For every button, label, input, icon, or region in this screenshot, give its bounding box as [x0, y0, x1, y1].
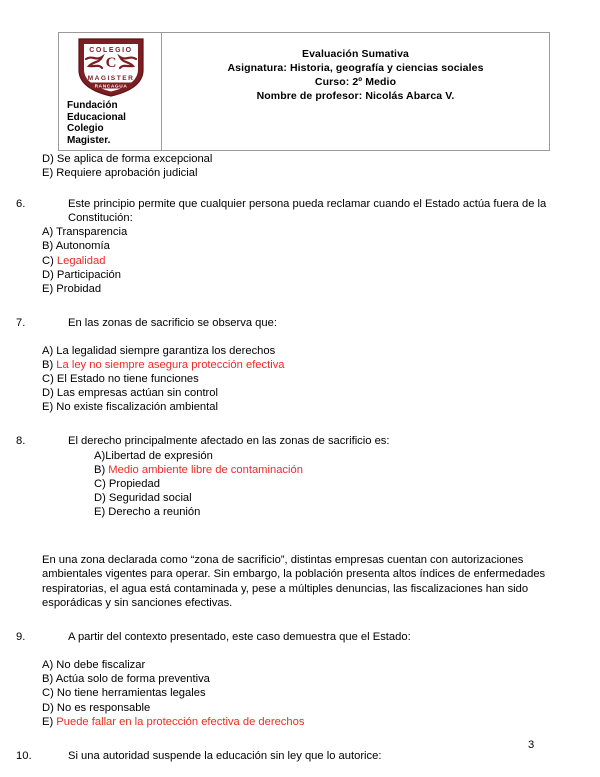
option-letter: D) — [42, 387, 54, 400]
spacer — [0, 330, 600, 344]
institution-line-1: Fundación — [67, 100, 118, 111]
spacer — [0, 180, 600, 197]
option-text: Participación — [56, 268, 121, 281]
option-letter: A) — [42, 226, 54, 239]
context-paragraph: En una zona declarada como “zona de sacrificio”, distintas empresas cuentan con autorizaciones ambientales vigentes para operar. Sin embargo, la población presenta altos índices de enfermedades respiratorias, el agua está contaminada y, pese a múltiples denuncias, las fiscalizaciones han sido esporádicas y sin sanciones efectivas. — [42, 553, 546, 609]
option-text: Probidad — [56, 282, 102, 295]
option-line — [0, 152, 600, 166]
option-text-highlighted: Legalidad — [56, 254, 106, 267]
question-number: 8. — [16, 435, 26, 448]
svg-text:RANCAGUA: RANCAGUA — [94, 84, 128, 90]
question-7 — [0, 316, 600, 330]
page-number: 3 — [528, 739, 535, 751]
svg-text:MAGISTER: MAGISTER — [87, 75, 135, 82]
institution-line-3: Colegio — [67, 123, 104, 135]
option-letter: D) — [42, 268, 54, 281]
spacer — [0, 729, 600, 749]
question-number: 7. — [16, 316, 26, 329]
option-text: Autonomía — [55, 240, 110, 253]
option-line — [0, 268, 600, 282]
option-letter: E) — [42, 282, 54, 295]
question-10 — [0, 749, 600, 763]
option-line — [0, 658, 600, 672]
option-letter: A) — [42, 659, 54, 672]
option-text-highlighted: La ley no siempre asegura protección efectiva — [56, 359, 285, 372]
option-line — [0, 449, 600, 463]
option-text: Seguridad social — [108, 491, 192, 504]
option-text: No existe fiscalización ambiental — [56, 401, 218, 414]
spacer — [0, 610, 600, 630]
option-letter: C) — [42, 254, 54, 267]
option-text: Las empresas actúan sin control — [56, 387, 218, 400]
option-line — [0, 372, 600, 386]
option-line — [0, 282, 600, 296]
option-letter: E) — [42, 401, 54, 414]
option-line — [0, 400, 600, 414]
question-text: En las zonas de sacrificio se observa que: — [68, 316, 277, 329]
option-line — [0, 715, 600, 729]
option-line — [0, 386, 600, 400]
option-line — [0, 491, 600, 505]
exam-subject: Asignatura: Historia, geografía y ciencias sociales — [227, 62, 484, 74]
option-letter: B) — [42, 359, 54, 372]
option-letter: A) — [42, 344, 54, 357]
question-number: 9. — [16, 631, 26, 644]
option-text-highlighted: Puede fallar en la protección efectiva de derechos — [56, 715, 305, 728]
option-text-highlighted: Medio ambiente libre de contaminación — [108, 463, 303, 476]
question-text: A partir del contexto presentado, este caso demuestra que el Estado: — [68, 631, 411, 644]
question-8 — [0, 434, 600, 448]
option-line — [0, 239, 600, 253]
spacer — [0, 543, 600, 553]
header-title-cell — [162, 33, 550, 151]
option-line — [0, 686, 600, 700]
option-text: No tiene herramientas legales — [56, 687, 206, 700]
header-logo-cell — [59, 33, 162, 151]
option-line — [0, 701, 600, 715]
option-letter: B) — [42, 240, 54, 253]
option-letter: B) — [42, 673, 54, 686]
spacer — [0, 414, 600, 434]
spacer — [0, 519, 600, 543]
option-text: Propiedad — [108, 477, 160, 490]
option-text: Actúa solo de forma preventiva — [55, 673, 210, 686]
option-text: La legalidad siempre garantiza los derechos — [56, 344, 276, 357]
question-text: Si una autoridad suspende la educación sin ley que lo autorice: — [68, 749, 382, 762]
question-number: 6. — [16, 198, 26, 211]
document-body — [0, 152, 600, 763]
option-letter: E) — [42, 167, 54, 180]
institution-line-2: Educacional — [67, 111, 126, 123]
option-line — [0, 505, 600, 519]
option-line — [0, 477, 600, 491]
option-letter: A) — [94, 449, 106, 462]
option-text: Requiere aprobación judicial — [56, 167, 198, 180]
option-text: El Estado no tiene funciones — [56, 373, 199, 386]
option-text: Transparencia — [56, 226, 128, 239]
option-text: No es responsable — [56, 701, 151, 714]
option-line — [0, 672, 600, 686]
question-number: 10. — [16, 749, 32, 762]
option-line — [0, 344, 600, 358]
institution-name-block — [65, 100, 157, 146]
option-text: Derecho a reunión — [108, 505, 201, 518]
option-letter: D) — [42, 153, 54, 165]
option-letter: B) — [94, 463, 106, 476]
option-letter: D) — [94, 491, 106, 504]
option-letter: C) — [94, 477, 106, 490]
option-letter: E) — [42, 715, 54, 728]
option-letter: C) — [42, 687, 54, 700]
header-row — [59, 33, 550, 151]
option-letter: E) — [94, 505, 106, 518]
option-letter: D) — [42, 701, 54, 714]
exam-title: Evaluación Sumativa — [302, 48, 409, 60]
question-6 — [0, 197, 600, 225]
school-crest-shield-icon — [75, 36, 147, 98]
svg-text:COLEGIO: COLEGIO — [89, 47, 133, 54]
spacer — [0, 296, 600, 316]
question-9 — [0, 630, 600, 644]
option-line — [0, 166, 600, 180]
spacer — [0, 644, 600, 658]
option-text: No debe fiscalizar — [56, 659, 146, 672]
option-letter: C) — [42, 373, 54, 386]
option-text: Se aplica de forma excepcional — [56, 153, 213, 165]
document-header-table — [58, 32, 550, 151]
question-text: El derecho principalmente afectado en las zonas de sacrificio es: — [68, 435, 390, 448]
option-line — [0, 254, 600, 268]
exam-course: Curso: 2º Medio — [314, 76, 397, 88]
institution-line-4: Magister. — [67, 134, 111, 146]
option-line — [0, 358, 600, 372]
svg-text:C: C — [105, 55, 117, 71]
exam-teacher: Nombre de profesor: Nicolás Abarca V. — [256, 90, 455, 102]
option-text: Libertad de expresión — [105, 449, 213, 462]
option-line — [0, 225, 600, 239]
question-text: Este principio permite que cualquier persona pueda reclamar cuando el Estado actúa fuera de la Constitución: — [68, 198, 547, 225]
option-line — [0, 463, 600, 477]
